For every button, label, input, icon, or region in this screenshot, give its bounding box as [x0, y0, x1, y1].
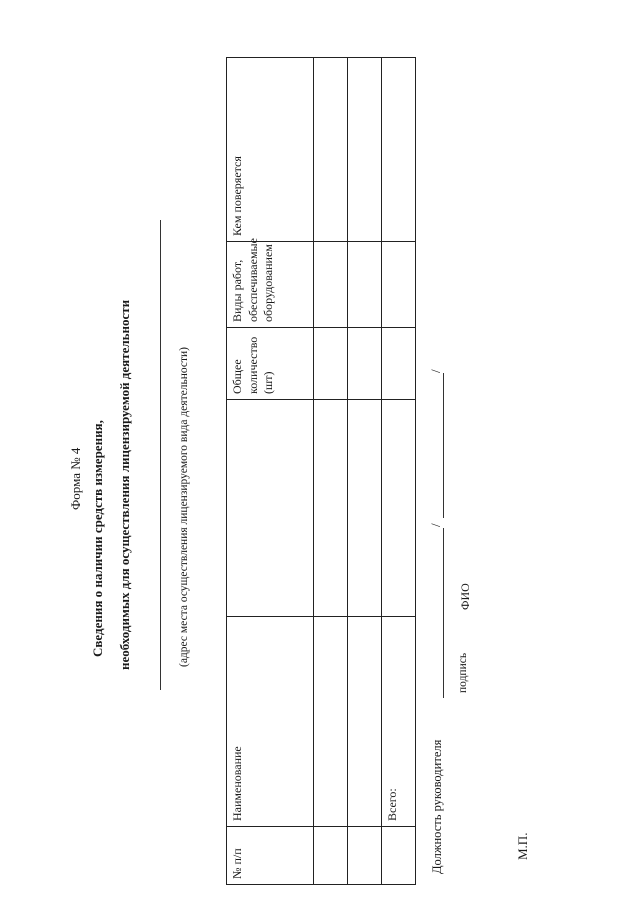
form-title-line-1: Сведения о наличии средств измерения,	[90, 420, 105, 657]
col-header-quantity: Общее количество (шт)	[227, 328, 314, 400]
table-cell	[382, 58, 416, 242]
name-caption: ФИО	[458, 583, 472, 610]
table-cell	[314, 58, 348, 242]
separator-slash: /	[428, 369, 443, 373]
table-cell	[348, 617, 382, 827]
address-caption: (адрес места осуществления лицензируемого вида деятельности)	[178, 347, 190, 667]
table-cell	[348, 242, 382, 328]
table-cell	[314, 827, 348, 885]
table-cell	[382, 328, 416, 400]
separator-slash: /	[428, 523, 443, 527]
table-header-row	[227, 58, 314, 885]
position-label: Должность руководителя	[430, 739, 444, 874]
table-cell	[348, 827, 382, 885]
table-cell	[314, 400, 348, 617]
table-row	[314, 58, 348, 885]
total-label: Всего:	[382, 617, 416, 827]
address-fill-line	[160, 220, 161, 690]
col-header-verified-by: Кем поверяется	[227, 58, 314, 242]
table-cell	[314, 617, 348, 827]
table-cell	[314, 328, 348, 400]
table-cell	[382, 400, 416, 617]
col-header-name: Наименование	[227, 617, 314, 827]
table-cell	[314, 242, 348, 328]
table-cell	[348, 400, 382, 617]
equipment-table	[226, 57, 416, 885]
form-title-line-2: необходимых для осуществления лицензируемой деятельности	[117, 299, 132, 670]
col-header-blank	[227, 400, 314, 617]
col-header-number: № п/п	[227, 827, 314, 885]
table-cell	[382, 242, 416, 328]
table-cell	[382, 827, 416, 885]
table-cell	[348, 58, 382, 242]
stamp-label: М.П.	[515, 832, 530, 860]
signature-fill-line	[443, 528, 444, 698]
name-fill-line	[443, 373, 444, 518]
form-number: Форма № 4	[68, 447, 83, 510]
col-header-work-types: Виды работ, обеспечиваемые оборудованием	[227, 242, 314, 328]
table-cell	[348, 328, 382, 400]
signature-caption: подпись	[457, 652, 469, 693]
table-row	[382, 58, 416, 885]
table-row	[348, 58, 382, 885]
